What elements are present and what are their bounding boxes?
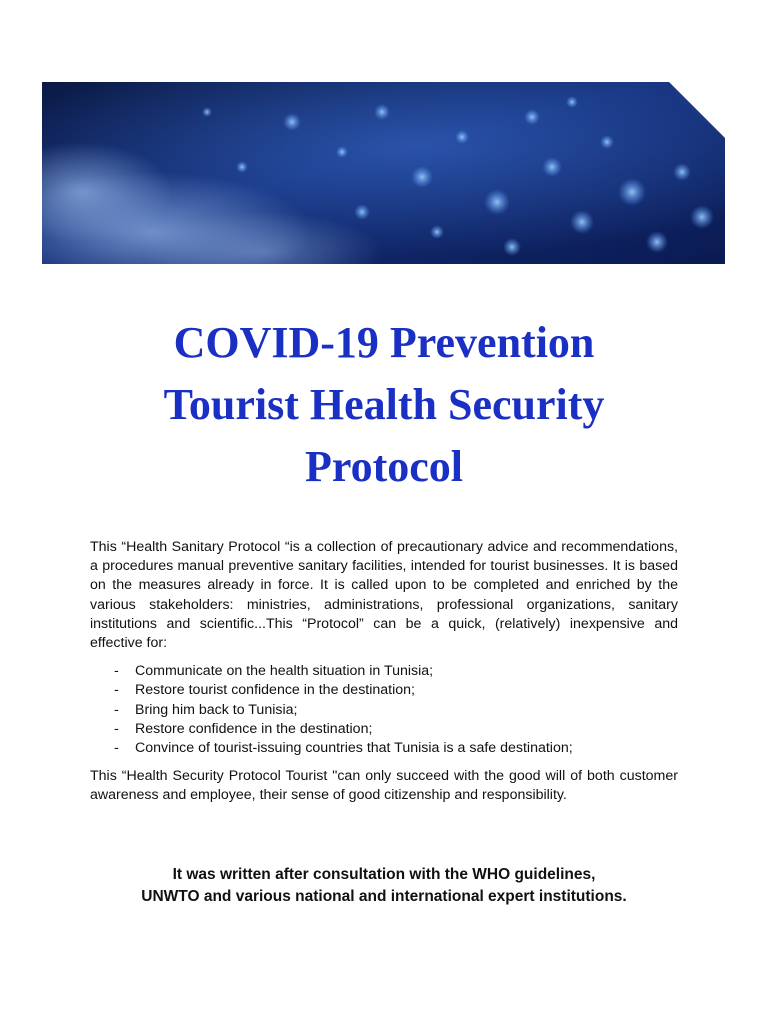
page-title bbox=[0, 312, 768, 498]
bullet-list bbox=[90, 662, 678, 758]
title-line-2: Tourist Health Security bbox=[163, 380, 605, 429]
list-item bbox=[90, 662, 678, 681]
closing-statement bbox=[0, 864, 768, 908]
list-item-text: Bring him back to Tunisia; bbox=[135, 701, 298, 718]
bullet-dash: - bbox=[114, 663, 119, 680]
list-item-text: Restore tourist confidence in the destination; bbox=[135, 682, 415, 699]
list-item bbox=[90, 701, 678, 720]
list-item bbox=[90, 739, 678, 758]
bullet-dash: - bbox=[114, 740, 119, 757]
list-item-text: Restore confidence in the destination; bbox=[135, 720, 373, 737]
intro-paragraph: This “Health Sanitary Protocol “is a collection of precautionary advice and recommendations, a procedures manual preventive sanitary facilities, intended for tourist businesses. It is based on the measures already in force. It is called upon to be completed and enriched by the various stakeholders: ministries, administrations, professional organizations, sanitary institutions and scientific...This “Protocol” can be a quick, (relatively) inexpensive and effective for: bbox=[90, 539, 678, 652]
closing-line-2: UNWTO and various national and international expert institutions. bbox=[141, 888, 627, 905]
bullet-dash: - bbox=[114, 720, 119, 737]
header-banner-image bbox=[42, 82, 725, 264]
title-line-1: COVID-19 Prevention bbox=[173, 318, 595, 367]
conclusion-paragraph: This “Health Security Protocol Tourist "can only succeed with the good will of both customer awareness and employee, their sense of good citizenship and responsibility. bbox=[90, 768, 678, 804]
closing-line-1: It was written after consultation with the WHO guidelines, bbox=[172, 866, 596, 883]
list-item-text: Convince of tourist-issuing countries that Tunisia is a safe destination; bbox=[135, 740, 573, 757]
bullet-dash: - bbox=[114, 682, 119, 699]
list-item bbox=[90, 720, 678, 739]
bullet-dash: - bbox=[114, 701, 119, 718]
list-item bbox=[90, 681, 678, 700]
title-line-3: Protocol bbox=[304, 442, 464, 491]
body-content bbox=[90, 538, 678, 806]
list-item-text: Communicate on the health situation in Tunisia; bbox=[135, 663, 434, 680]
